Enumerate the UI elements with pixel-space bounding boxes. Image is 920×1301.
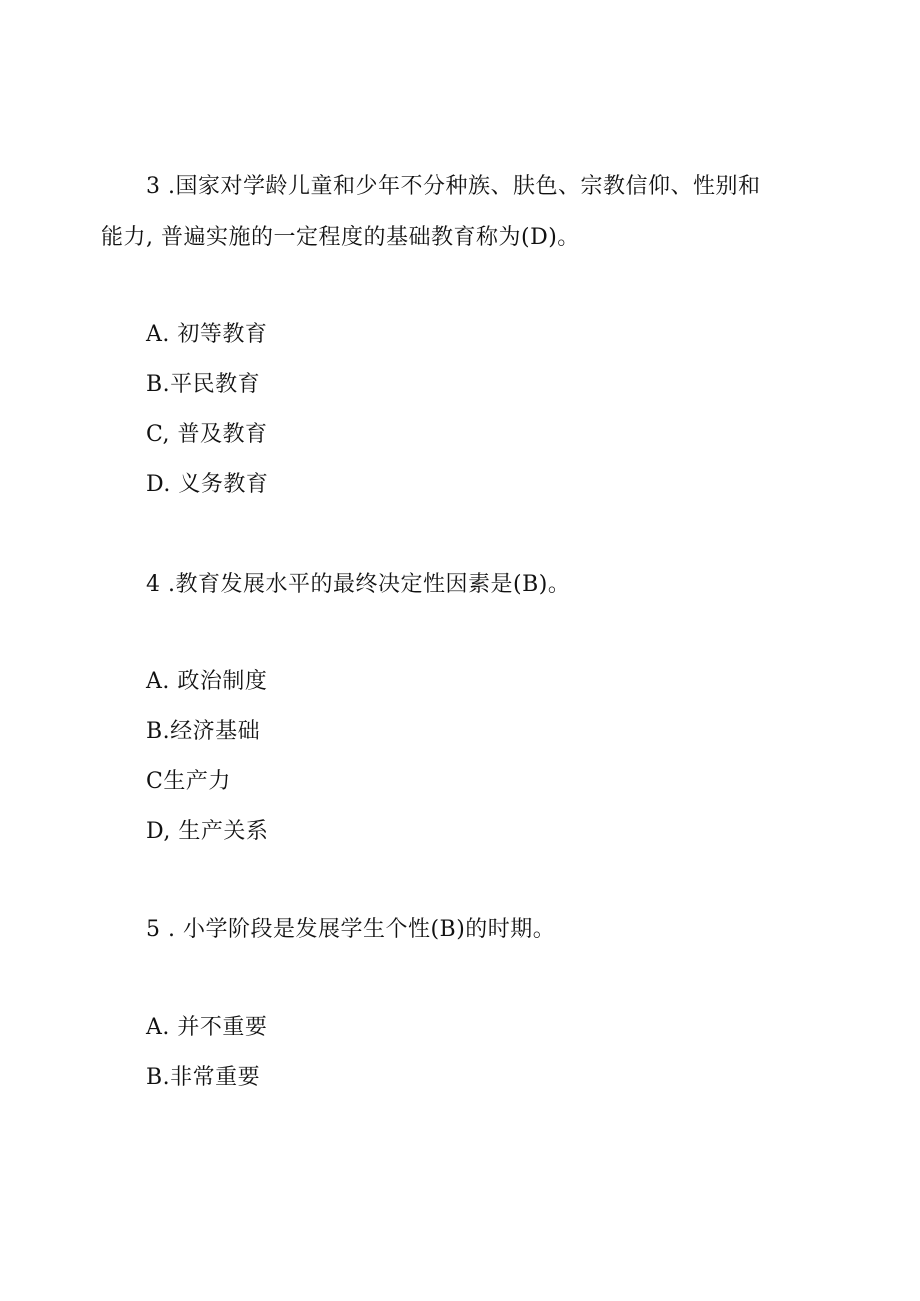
question-3-stem-line-2: 能力, 普遍实施的一定程度的基础教育称为(D)。 (101, 225, 580, 250)
question-4-option-a: A. 政治制度 (146, 669, 268, 694)
question-3-option-d: D. 义务教育 (146, 472, 269, 497)
question-5-option-b: B.非常重要 (146, 1065, 261, 1090)
question-4-option-c: C生产力 (146, 769, 231, 794)
question-3-option-b: B.平民教育 (146, 372, 261, 397)
question-3-option-a: A. 初等教育 (146, 322, 268, 347)
question-5-stem: 5 . 小学阶段是发展学生个性(B)的时期。 (146, 917, 556, 942)
question-4-stem: 4 .教育发展水平的最终决定性因素是(B)。 (146, 572, 571, 597)
question-4-option-b: B.经济基础 (146, 719, 261, 744)
question-3-option-c: C, 普及教育 (146, 422, 268, 447)
question-5-option-a: A. 并不重要 (146, 1015, 268, 1040)
question-3-stem-line-1: 3 .国家对学龄儿童和少年不分种族、肤色、宗教信仰、性别和 (146, 174, 761, 199)
question-4-option-d: D, 生产关系 (146, 819, 269, 844)
